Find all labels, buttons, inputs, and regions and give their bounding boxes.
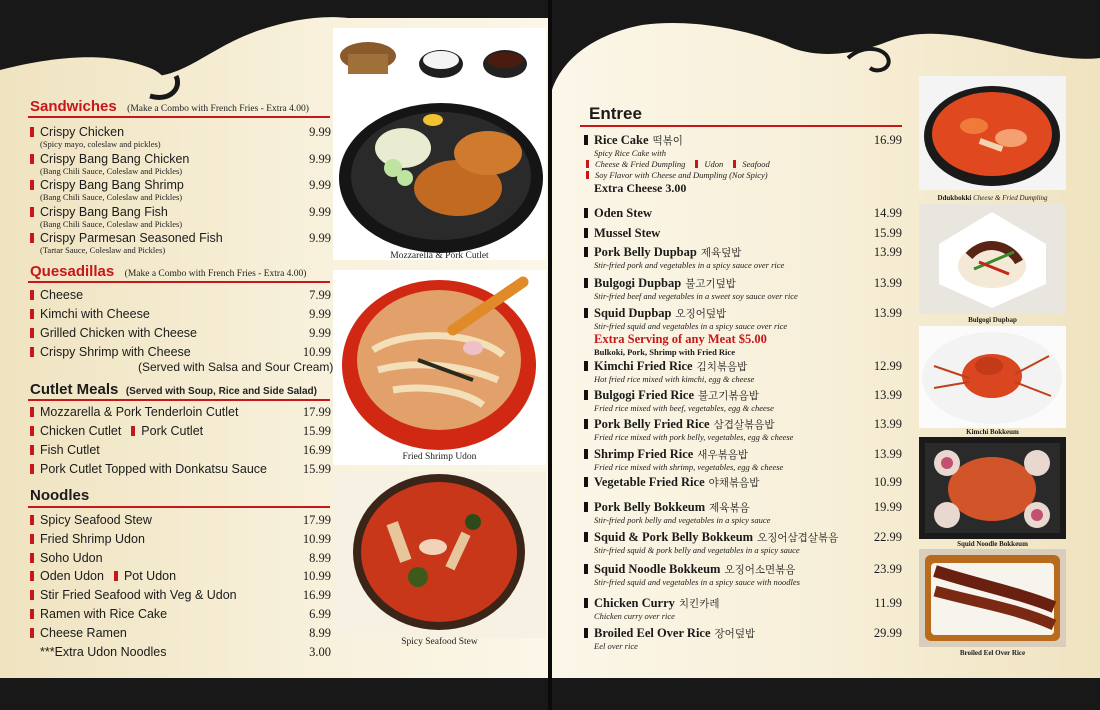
menu-item: Soho Udon 8.99 bbox=[30, 551, 331, 566]
menu-item: Fried Shrimp Udon 10.99 bbox=[30, 532, 331, 547]
bullet-icon bbox=[30, 464, 34, 474]
menu-item: Broiled Eel Over Rice 장어덮밥 29.99 Eel over rice bbox=[584, 626, 902, 652]
bullet-icon bbox=[695, 160, 698, 168]
menu-item: Chicken Curry 치킨카레 11.99 Chicken curry over rice bbox=[584, 596, 902, 622]
entree-title: Entree bbox=[589, 104, 642, 123]
section-divider bbox=[580, 125, 902, 127]
menu-item: Squid Noodle Bokkeum 오징어소면볶음 23.99 Stir-fried squid and vegetables in a spicy sauce with noodles bbox=[584, 562, 902, 588]
bullet-icon bbox=[30, 609, 34, 619]
menu-item: Crispy Chicken 9.99 (Spicy mayo, coleslaw and pickles) bbox=[30, 125, 331, 149]
bullet-icon bbox=[114, 571, 118, 581]
menu-item: Squid & Pork Belly Bokkeum 오징어삼겹살볶음 22.99 Stir-fried squid & pork belly and vegetables in a spicy sauce bbox=[584, 530, 902, 556]
menu-item: Oden Stew 14.99 bbox=[584, 206, 902, 221]
noodles-title: Noodles bbox=[30, 487, 90, 504]
bullet-icon bbox=[584, 278, 588, 288]
bullet-icon bbox=[30, 154, 34, 164]
menu-item: Fish Cutlet 16.99 bbox=[30, 443, 331, 458]
broiled-eel-photo bbox=[919, 549, 1066, 647]
photo-caption: Broiled Eel Over Rice bbox=[959, 649, 1026, 657]
photo-caption: Mozzarella & Pork Cutlet bbox=[390, 251, 489, 261]
entree-header bbox=[589, 104, 642, 124]
bullet-icon bbox=[584, 532, 588, 542]
photo-caption: Fried Shrimp Udon bbox=[402, 452, 477, 462]
noodles-header bbox=[30, 487, 89, 505]
squid-noodle-bokkeum-photo bbox=[919, 437, 1066, 539]
bullet-icon bbox=[30, 571, 34, 581]
bullet-icon bbox=[30, 534, 34, 544]
bullet-icon bbox=[584, 361, 588, 371]
menu-item: Pork Belly Fried Rice 삼겹살볶음밥 13.99 Fried rice mixed with pork belly, vegetables, egg & cheese bbox=[584, 417, 902, 443]
bullet-icon bbox=[30, 515, 34, 525]
section-divider bbox=[28, 399, 330, 401]
bullet-icon bbox=[30, 407, 34, 417]
menu-item: Crispy Parmesan Seasoned Fish 9.99 (Tartar Sauce, Coleslaw and Pickles) bbox=[30, 231, 331, 255]
bullet-icon bbox=[30, 290, 34, 300]
bullet-icon bbox=[584, 477, 588, 487]
bullet-icon bbox=[586, 160, 589, 168]
bullet-icon bbox=[30, 127, 34, 137]
bullet-icon bbox=[30, 347, 34, 357]
bullet-icon bbox=[30, 590, 34, 600]
menu-item: Spicy Seafood Stew 17.99 bbox=[30, 513, 331, 528]
photo-caption: Spicy Seafood Stew bbox=[401, 637, 478, 647]
menu-item: Stir Fried Seafood with Veg & Udon 16.99 bbox=[30, 588, 331, 603]
quesadillas-title: Quesadillas bbox=[30, 263, 115, 280]
photo-caption: Kimchi Bokkeum bbox=[966, 428, 1019, 436]
cutlet-note: (Served with Soup, Rice and Side Salad) bbox=[125, 386, 317, 397]
bullet-icon bbox=[30, 207, 34, 217]
menu-item: Crispy Shrimp with Cheese 10.99 (Served with Salsa and Sour Cream) bbox=[30, 345, 331, 374]
menu-item: Grilled Chicken with Cheese 9.99 bbox=[30, 326, 331, 341]
bullet-icon bbox=[584, 502, 588, 512]
bulgogi-dupbap-photo bbox=[919, 204, 1066, 314]
bullet-icon bbox=[584, 598, 588, 608]
sandwiches-title: Sandwiches bbox=[30, 98, 117, 115]
bullet-icon bbox=[30, 233, 34, 243]
cutlet-title: Cutlet Meals bbox=[30, 381, 119, 398]
menu-item: Kimchi with Cheese 9.99 bbox=[30, 307, 331, 322]
bullet-icon bbox=[733, 160, 736, 168]
menu-item: Mozzarella & Pork Tenderloin Cutlet 17.99 bbox=[30, 405, 331, 420]
menu-item: Squid Dupbap 오징어덮밥 13.99 Stir-fried squid and vegetables in a spicy sauce over rice bbox=[584, 306, 902, 332]
bullet-icon bbox=[586, 171, 589, 179]
menu-item: Oden Udon Pot Udon 10.99 bbox=[30, 569, 331, 584]
menu-item: Rice Cake 떡볶이 16.99 Spicy Rice Cake with Cheese & Fried Dumpling Udon Seafood Soy Flavor with Cheese and Dumpling (Not Spicy) Extra Cheese 3.00 bbox=[584, 133, 902, 196]
bullet-icon bbox=[30, 553, 34, 563]
bullet-icon bbox=[584, 308, 588, 318]
menu-item: Mussel Stew 15.99 bbox=[584, 226, 902, 241]
extra-meat-note: Extra Serving of any Meat $5.00 Bulkoki, Pork, Shrimp with Fried Rice bbox=[594, 332, 767, 357]
kimchi-bokkeum-photo bbox=[919, 326, 1066, 428]
photo-caption: Ddukbokki Cheese & Fried Dumpling bbox=[937, 194, 1048, 202]
bullet-icon bbox=[584, 628, 588, 638]
menu-item: Vegetable Fried Rice 야채볶음밥 10.99 bbox=[584, 475, 902, 490]
menu-item: Cheese 7.99 bbox=[30, 288, 331, 303]
menu-item: Crispy Bang Bang Chicken 9.99 (Bang Chili Sauce, Coleslaw and Pickles) bbox=[30, 152, 331, 176]
spicy-seafood-stew-photo bbox=[333, 472, 546, 638]
section-divider bbox=[28, 116, 330, 118]
quesadillas-header bbox=[30, 263, 306, 281]
bullet-icon bbox=[584, 247, 588, 257]
mozzarella-cutlet-photo bbox=[333, 28, 546, 260]
section-divider bbox=[28, 506, 330, 508]
bullet-icon bbox=[584, 228, 588, 238]
menu-item: Cheese Ramen 8.99 bbox=[30, 626, 331, 641]
photo-caption: Bulgogi Dupbap bbox=[968, 316, 1017, 324]
menu-item: Pork Cutlet Topped with Donkatsu Sauce 15.99 bbox=[30, 462, 331, 477]
menu-item: Crispy Bang Bang Shrimp 9.99 (Bang Chili Sauce, Coleslaw and Pickles) bbox=[30, 178, 331, 202]
menu-item: Bulgogi Dupbap 불고기덮밥 13.99 Stir-fried beef and vegetables in a sweet soy sauce over rice bbox=[584, 276, 902, 302]
menu-item: Ramen with Rice Cake 6.99 bbox=[30, 607, 331, 622]
left-menu-page bbox=[0, 0, 548, 710]
right-menu-page bbox=[552, 0, 1100, 710]
bullet-icon bbox=[584, 390, 588, 400]
bullet-icon bbox=[30, 628, 34, 638]
menu-item: Chicken Cutlet Pork Cutlet 15.99 bbox=[30, 424, 331, 439]
bullet-icon bbox=[30, 180, 34, 190]
sandwiches-note: (Make a Combo with French Fries - Extra 4.00) bbox=[127, 104, 309, 114]
sandwiches-header bbox=[30, 98, 309, 116]
menu-item: Pork Belly Dupbap 제육덮밥 13.99 Stir-fried pork and vegetables in a spicy sauce over rice bbox=[584, 245, 902, 271]
bullet-icon bbox=[584, 419, 588, 429]
menu-item: Bulgogi Fried Rice 불고기볶음밥 13.99 Fried rice mixed with beef, vegetables, egg & cheese bbox=[584, 388, 902, 414]
bullet-icon bbox=[30, 309, 34, 319]
quesadillas-note: (Make a Combo with French Fries - Extra 4.00) bbox=[124, 269, 307, 279]
photo-caption: Squid Noodle Bokkeum bbox=[957, 540, 1028, 548]
menu-item: Shrimp Fried Rice 새우볶음밥 13.99 Fried rice mixed with shrimp, vegetables, egg & cheese bbox=[584, 447, 902, 473]
bullet-icon bbox=[131, 426, 135, 436]
bullet-icon bbox=[584, 208, 588, 218]
menu-item: ***Extra Udon Noodles 3.00 bbox=[40, 645, 331, 659]
bullet-icon bbox=[30, 426, 34, 436]
menu-item: Pork Belly Bokkeum 제육볶음 19.99 Stir-fried pork belly and vegetables in a spicy sauce bbox=[584, 500, 902, 526]
menu-item: Kimchi Fried Rice 김치볶음밥 12.99 Hot fried rice mixed with kimchi, egg & cheese bbox=[584, 359, 902, 385]
bullet-icon bbox=[30, 445, 34, 455]
cutlet-header bbox=[30, 381, 317, 399]
bullet-icon bbox=[584, 449, 588, 459]
ddukbokki-photo bbox=[919, 76, 1066, 190]
fried-shrimp-udon-photo bbox=[333, 270, 546, 465]
menu-item: Crispy Bang Bang Fish 9.99 (Bang Chili Sauce, Coleslaw and Pickles) bbox=[30, 205, 331, 229]
bullet-icon bbox=[584, 564, 588, 574]
bullet-icon bbox=[30, 328, 34, 338]
bullet-icon bbox=[584, 135, 588, 145]
section-divider bbox=[28, 281, 330, 283]
